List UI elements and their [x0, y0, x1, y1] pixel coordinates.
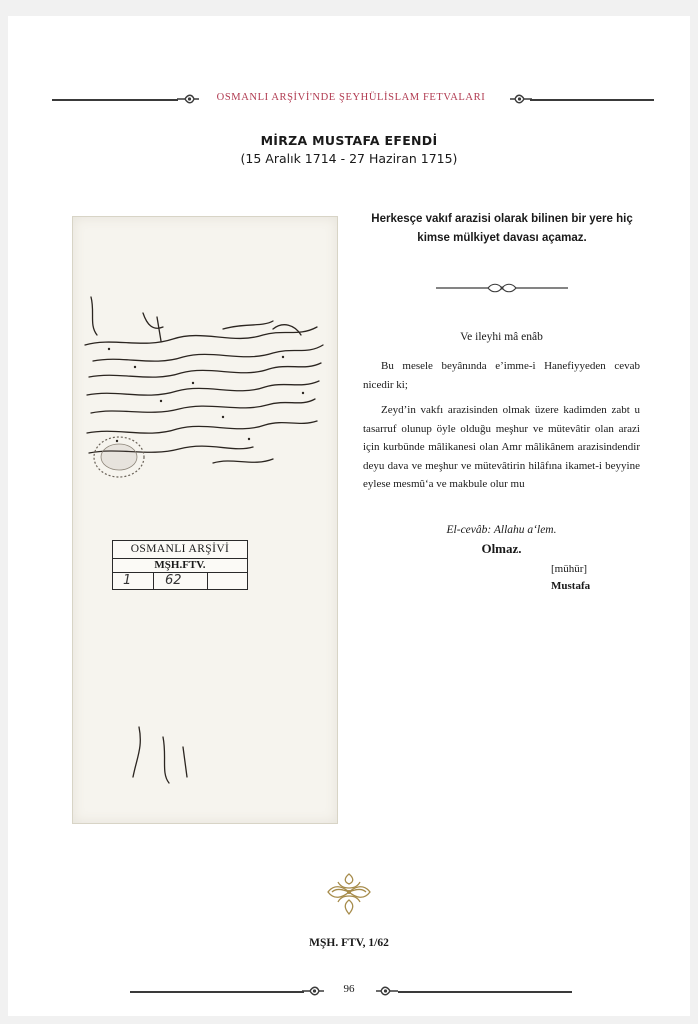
- document-dates: (15 Aralık 1714 - 27 Haziran 1715): [240, 151, 458, 166]
- seal-label: [mühür]: [551, 563, 588, 575]
- page-number: 96: [343, 983, 355, 995]
- fatwa-answer-formula: El-cevâb: Allahu a‘lem.: [446, 524, 557, 536]
- archive-stamp-collection: MŞH.FTV.: [113, 559, 247, 573]
- archive-stamp-divider: [153, 573, 154, 589]
- section-divider-ornament-icon: [436, 282, 568, 294]
- archive-stamp: [112, 540, 248, 590]
- footer-ornament-right-icon: [376, 985, 398, 997]
- running-header-title: OSMANLI ARŞİVİ'NDE ŞEYHÜLİSLAM FETVALARI: [216, 92, 486, 103]
- handwritten-text-figure: [73, 217, 337, 823]
- header-rule-left: [52, 99, 178, 101]
- fatwa-summary: Herkesçe vakıf arazisi olarak bilinen bir yere hiç kimse mülkiyet davası açamaz.: [371, 213, 633, 244]
- decorative-flourish-icon: [326, 870, 372, 918]
- archive-stamp-item-number: 62: [165, 573, 182, 588]
- fatwa-answer: Olmaz.: [481, 541, 522, 556]
- fatwa-question: Zeyd’in vakfı arazisinden olmak üzere kadimden zabt u tasarruf olunup öyle olduğu meşhur ve mütevâtir olan arazi için kurbünde mâlikanesi olan Amr mâlikânem arazisindendir deyu dava ve meşhur ve mütevâtirin hilâfına ikamet-i beyyine eylese mesmû‘a ve makbule olur mu: [363, 404, 640, 490]
- footer-rule-right: [398, 991, 572, 993]
- archive-stamp-name: OSMANLI ARŞİVİ: [113, 541, 247, 559]
- archive-stamp-divider: [207, 573, 208, 589]
- header-ornament-right-icon: [510, 93, 532, 105]
- seal-name: Mustafa: [551, 580, 591, 592]
- archive-stamp-box-number: 1: [123, 573, 132, 588]
- fatwa-opening: Ve ileyhi mâ enâb: [460, 331, 543, 343]
- archive-stamp-numbers: [113, 573, 247, 589]
- fatwa-question-intro: Bu mesele beyânında e’imme-i Hanefiyyeden cevab nicedir ki;: [363, 360, 640, 391]
- archive-reference: MŞH. FTV, 1/62: [309, 937, 389, 949]
- document-title: MİRZA MUSTAFA EFENDİ: [260, 133, 438, 148]
- header-rule-right: [530, 99, 654, 101]
- manuscript-image: [72, 216, 338, 824]
